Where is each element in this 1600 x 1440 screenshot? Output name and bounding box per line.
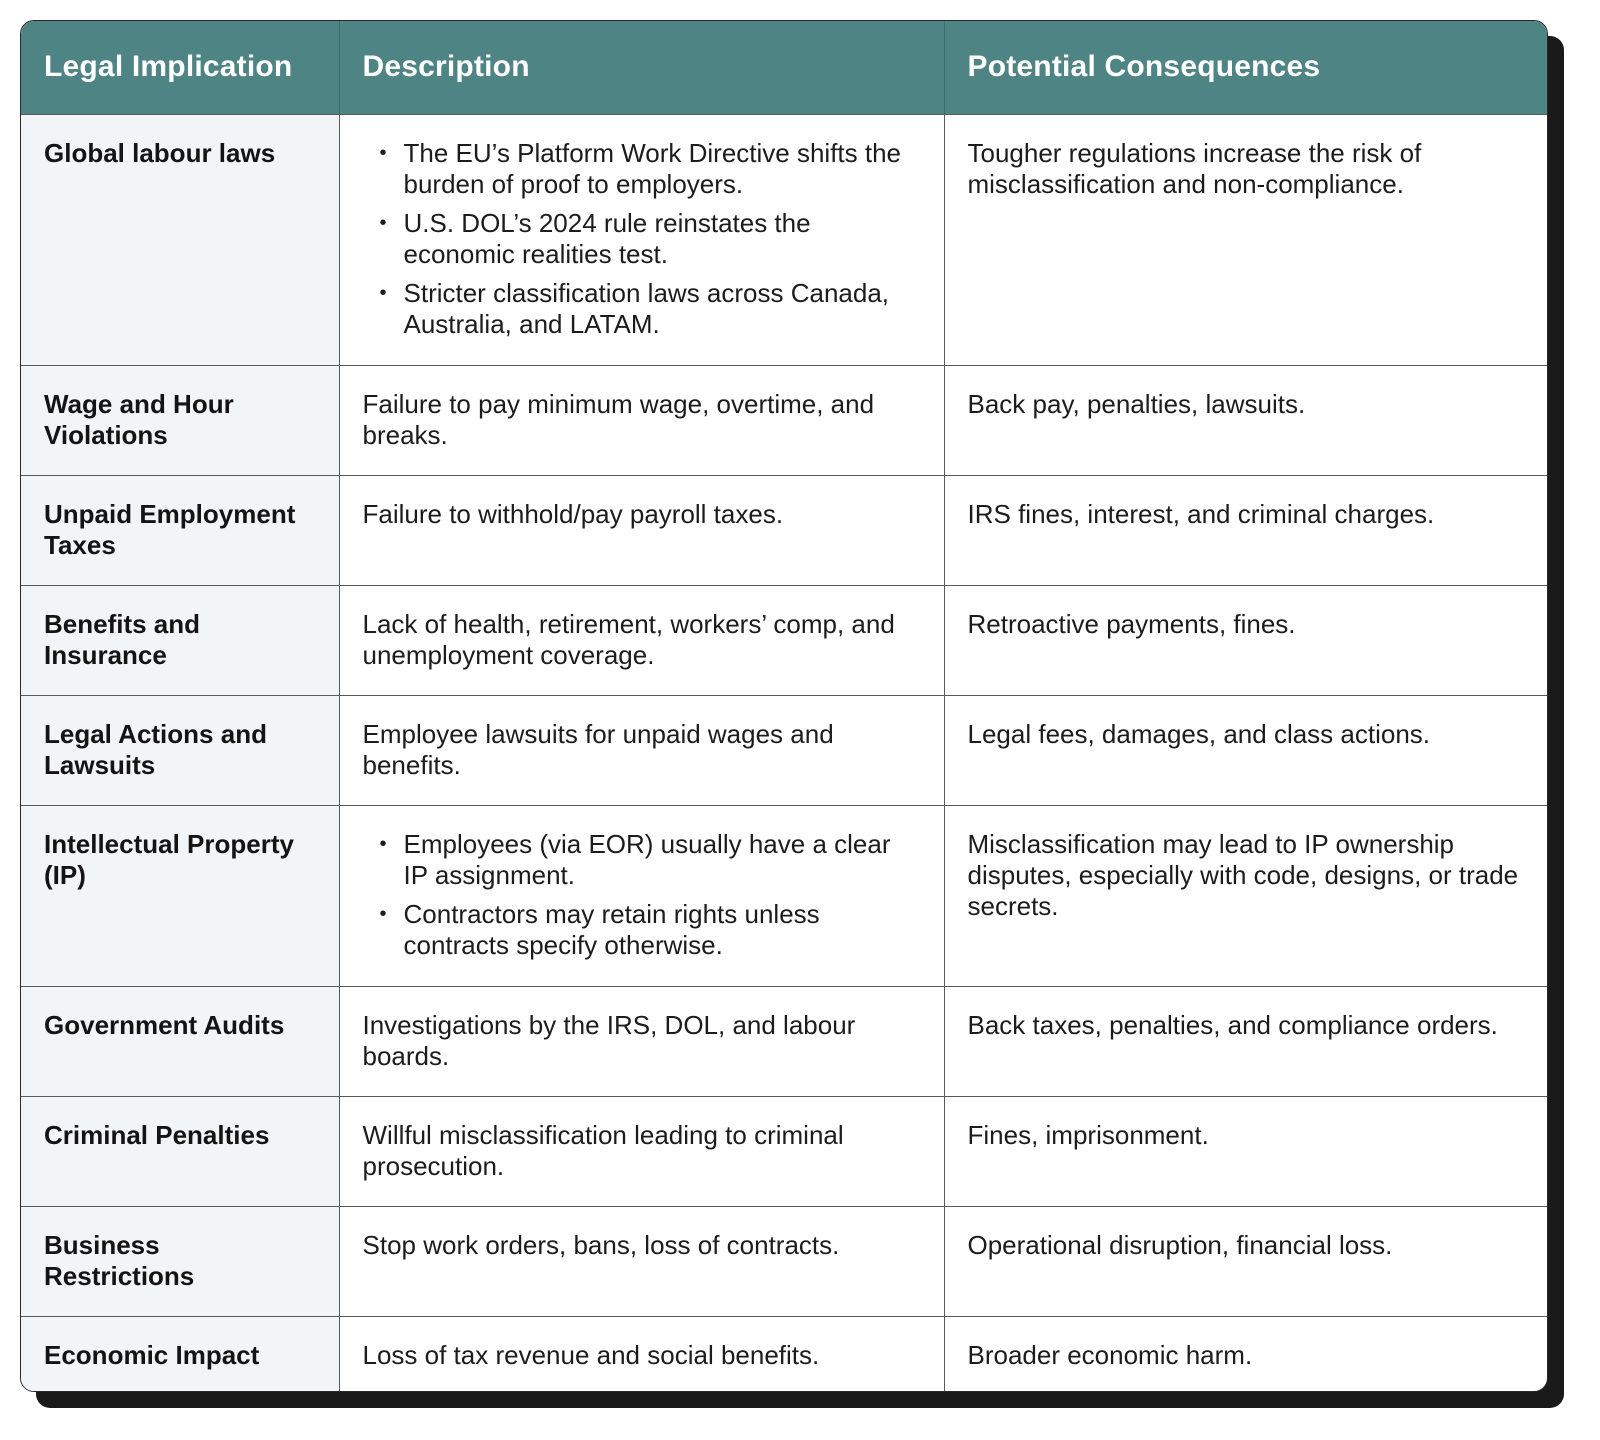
consequences-cell: Back pay, penalties, lawsuits. [944,365,1547,475]
bullet-item: • Employees (via EOR) usually have a clear IP assignment. [380,829,921,891]
header-description: Description [339,21,944,114]
legal-implications-table [20,20,1548,1392]
description-cell: Investigations by the IRS, DOL, and labour boards. [339,986,944,1096]
table-row [21,986,1547,1096]
description-cell: Lack of health, retirement, workers’ comp, and unemployment coverage. [339,585,944,695]
implication-cell: Business Restrictions [21,1206,339,1316]
consequences-cell: Operational disruption, financial loss. [944,1206,1547,1316]
consequences-cell: Legal fees, damages, and class actions. [944,695,1547,805]
implication-cell: Economic Impact [21,1316,339,1392]
consequences-cell: Back taxes, penalties, and compliance orders. [944,986,1547,1096]
implication-cell: Wage and Hour Violations [21,365,339,475]
consequences-cell: Retroactive payments, fines. [944,585,1547,695]
header-legal-implication: Legal Implication [21,21,339,114]
consequences-cell: Misclassification may lead to IP ownership disputes, especially with code, designs, or trade secrets. [944,805,1547,986]
bullet-item: • Stricter classification laws across Canada, Australia, and LATAM. [380,278,921,340]
table-row [21,1206,1547,1316]
description-cell [339,805,944,986]
consequences-cell: Fines, imprisonment. [944,1096,1547,1206]
table-row [21,805,1547,986]
description-cell: Employee lawsuits for unpaid wages and benefits. [339,695,944,805]
table-row [21,114,1547,365]
header-potential-consequences: Potential Consequences [944,21,1547,114]
description-cell: Loss of tax revenue and social benefits. [339,1316,944,1392]
table-row [21,585,1547,695]
implication-cell: Legal Actions and Lawsuits [21,695,339,805]
table [21,21,1547,1392]
implication-cell: Unpaid Employment Taxes [21,475,339,585]
description-bullet-list [363,138,921,340]
bullet-item: • U.S. DOL’s 2024 rule reinstates the economic realities test. [380,208,921,270]
description-bullet-list [363,829,921,961]
implication-cell: Global labour laws [21,114,339,365]
implication-cell: Government Audits [21,986,339,1096]
consequences-cell: IRS fines, interest, and criminal charges. [944,475,1547,585]
description-cell: Willful misclassification leading to criminal prosecution. [339,1096,944,1206]
header-row [21,21,1547,114]
consequences-cell: Broader economic harm. [944,1316,1547,1392]
description-cell: Failure to withhold/pay payroll taxes. [339,475,944,585]
description-cell: Stop work orders, bans, loss of contracts. [339,1206,944,1316]
table-row [21,475,1547,585]
bullet-item: • The EU’s Platform Work Directive shifts the burden of proof to employers. [380,138,921,200]
implication-cell: Criminal Penalties [21,1096,339,1206]
table-row [21,1316,1547,1392]
table-row [21,365,1547,475]
implication-cell: Benefits and Insurance [21,585,339,695]
description-cell [339,114,944,365]
description-cell: Failure to pay minimum wage, overtime, and breaks. [339,365,944,475]
table-row [21,695,1547,805]
implication-cell: Intellectual Property (IP) [21,805,339,986]
consequences-cell: Tougher regulations increase the risk of misclassification and non-compliance. [944,114,1547,365]
bullet-item: • Contractors may retain rights unless contracts specify otherwise. [380,899,921,961]
table-row [21,1096,1547,1206]
